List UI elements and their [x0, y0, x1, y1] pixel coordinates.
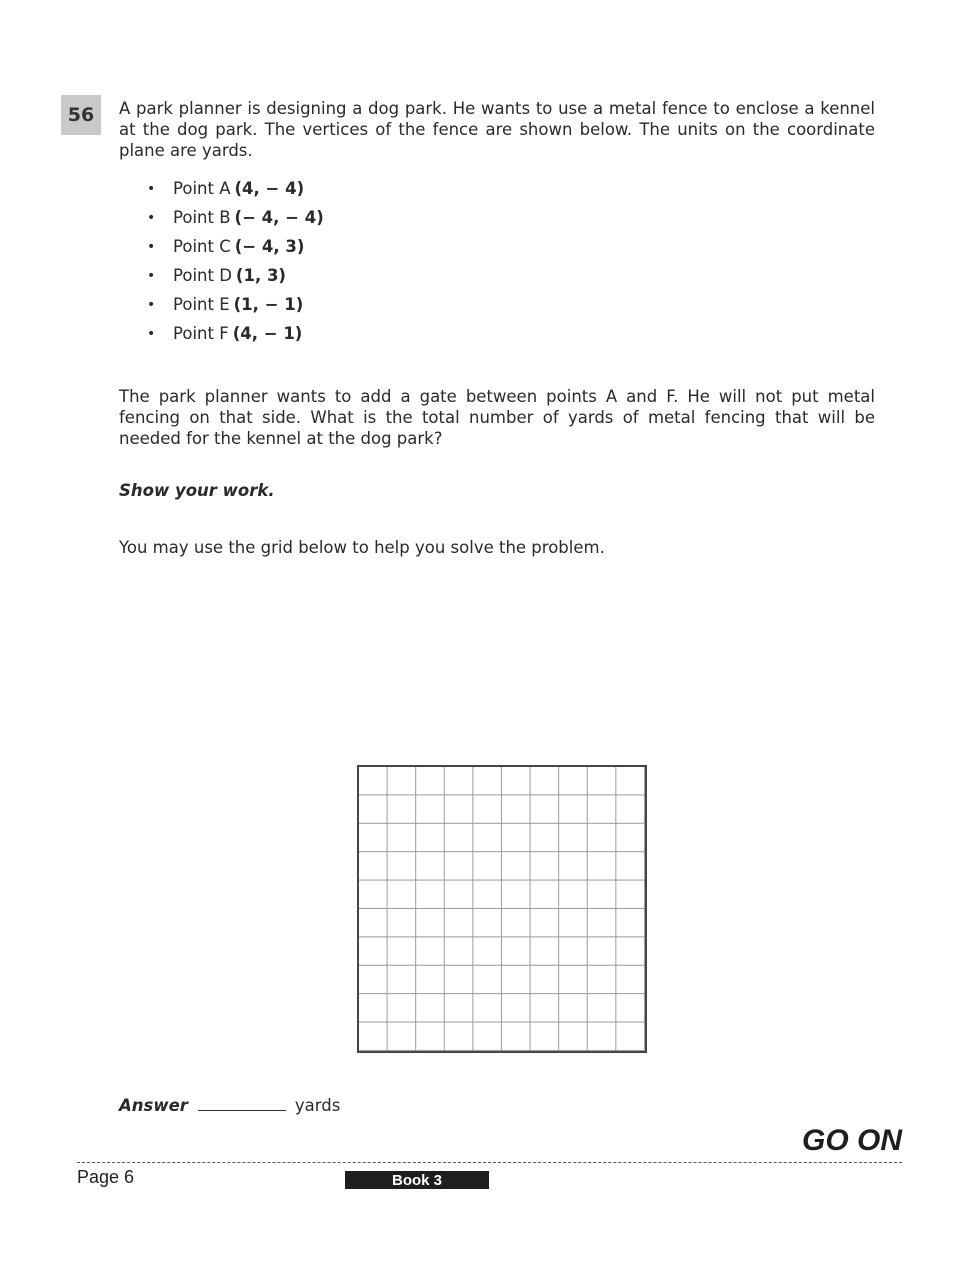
- answer-label: Answer: [119, 1096, 188, 1115]
- show-work-instruction: Show your work.: [119, 481, 275, 500]
- grid-note: You may use the grid below to help you solve the problem.: [119, 538, 605, 557]
- list-item: [147, 294, 324, 323]
- bullet-icon: •: [147, 326, 156, 342]
- bullet-icon: •: [147, 210, 156, 226]
- vertex-list: [147, 178, 324, 352]
- list-item: [147, 323, 324, 352]
- point-coordinate: (1, − 1): [233, 295, 304, 314]
- book-label: Book 3: [345, 1171, 489, 1189]
- answer-blank[interactable]: [198, 1096, 286, 1111]
- bullet-icon: •: [147, 181, 156, 197]
- point-coordinate: (1, 3): [235, 266, 286, 285]
- point-coordinate: (4, − 4): [234, 179, 305, 198]
- list-item: [147, 207, 324, 236]
- list-item: [147, 236, 324, 265]
- list-item: [147, 178, 324, 207]
- page-number: Page 6: [77, 1167, 135, 1187]
- question-text: The park planner wants to add a gate between points A and F. He will not put metal fencing on that side. What is the total number of yards of metal fencing that will be needed for the kennel at the dog park?: [119, 387, 875, 448]
- question-number: 56: [61, 95, 101, 135]
- work-grid[interactable]: [357, 765, 647, 1053]
- point-coordinate: (− 4, 3): [234, 237, 305, 256]
- point-label: Point B: [173, 208, 231, 227]
- answer-unit: yards: [294, 1096, 341, 1115]
- bullet-icon: •: [147, 268, 156, 284]
- point-label: Point A: [173, 179, 231, 198]
- list-item: [147, 265, 324, 294]
- bullet-icon: •: [147, 297, 156, 313]
- point-label: Point D: [173, 266, 232, 285]
- point-coordinate: (− 4, − 4): [234, 208, 324, 227]
- answer-row: [119, 1096, 340, 1115]
- question-intro: A park planner is designing a dog park. He wants to use a metal fence to enclose a kennel at the dog park. The vertices of the fence are shown below. The units on the coordinate plane are yards.: [119, 99, 875, 160]
- footer-divider: [77, 1162, 902, 1163]
- go-on-label: GO ON: [801, 1124, 902, 1157]
- bullet-icon: •: [147, 239, 156, 255]
- point-label: Point C: [173, 237, 231, 256]
- point-coordinate: (4, − 1): [232, 324, 303, 343]
- point-label: Point E: [173, 295, 230, 314]
- point-label: Point F: [173, 324, 229, 343]
